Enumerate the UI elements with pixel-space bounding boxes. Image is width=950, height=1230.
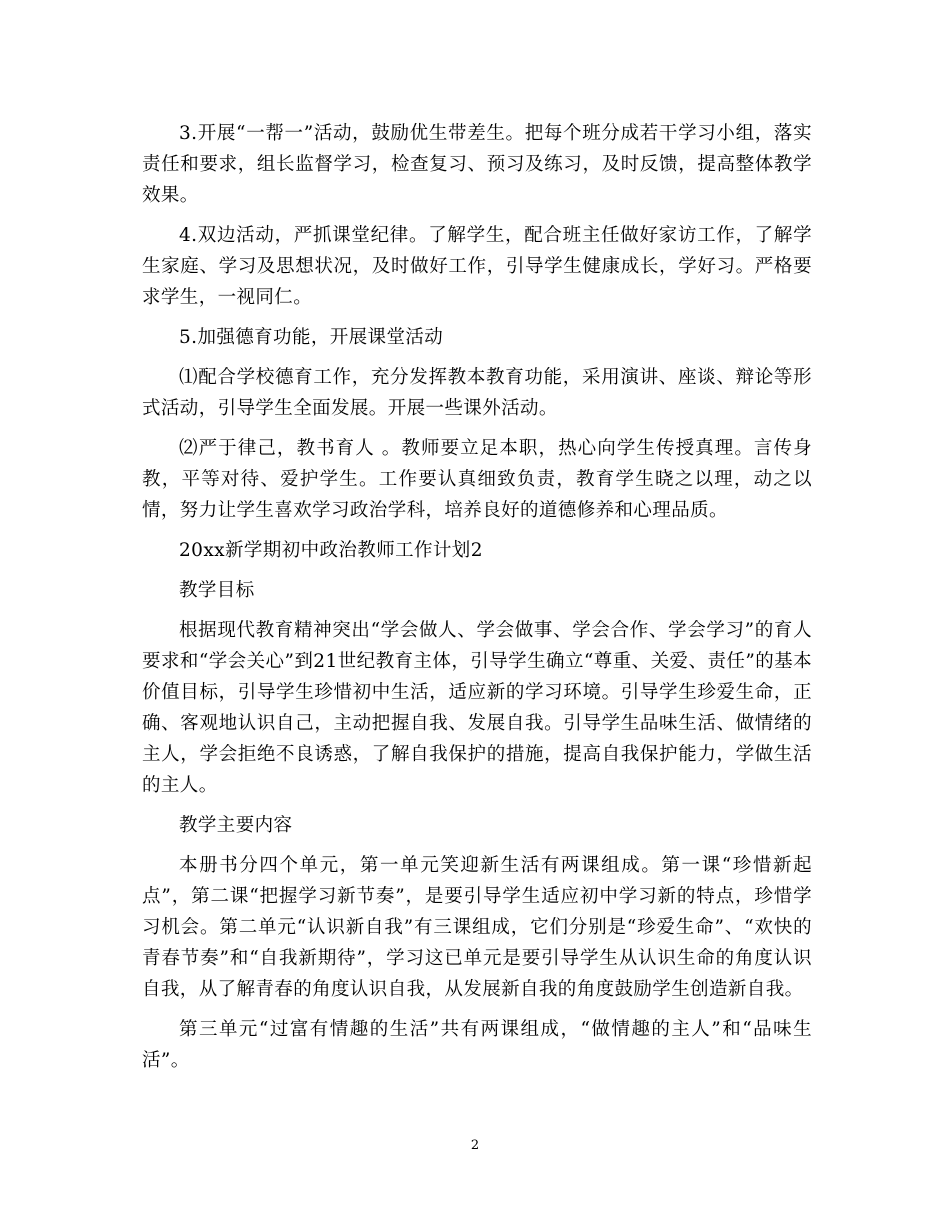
- heading-main-content: 教学主要内容: [179, 815, 293, 836]
- paragraph-teaching-goals: 根据现代教育精神突出“学会做人、学会做事、学会合作、学会学习”的育人要求和“学会关心”到21世纪教育主体，引导学生确立“尊重、关爱、责任”的基本价值目标，引导学生珍惜初中生活，适应新的学习环境。引导学生珍爱生命，正确、客观地认识自己，主动把握自我、发展自我。引导学生品味生活、做情绪的主人，学会拒绝不良诱惑，了解自我保护的措施，提高自我保护能力，学做生活的主人。: [142, 620, 812, 796]
- heading-teaching-goals: 教学目标: [179, 580, 255, 601]
- paragraph-moral-education-heading: 5.加强德育功能，开展课堂活动: [179, 327, 444, 348]
- section-title-plan-2: 20xx新学期初中政治教师工作计划2: [179, 540, 483, 561]
- paragraph-help-activity: 3.开展“一帮一”活动，鼓励优生带差生。把每个班分成若干学习小组，落实责任和要求，组长监督学习，检查复习、预习及练习，及时反馈，提高整体教学效果。: [142, 123, 812, 206]
- paragraph-classroom-discipline: 4.双边活动，严抓课堂纪律。了解学生，配合班主任做好家访工作，了解学生家庭、学习及思想状况，及时做好工作，引导学生健康成长，学好习。严格要求学生，一视同仁。: [142, 225, 812, 308]
- document-body: [142, 118, 812, 1085]
- page-number: 2: [470, 1138, 480, 1153]
- paragraph-unit-three: 第三单元“过富有情趣的生活”共有两课组成，“做情趣的主人”和“品味生活”。: [142, 1019, 812, 1071]
- paragraph-moral-item-1: ⑴配合学校德育工作，充分发挥教本教育功能，采用演讲、座谈、辩论等形式活动，引导学生全面发展。开展一些课外活动。: [142, 367, 812, 419]
- paragraph-moral-item-2: ⑵严于律己，教书育人 。教师要立足本职，热心向学生传授真理。言传身教，平等对待、爱护学生。工作要认真细致负责，教育学生晓之以理，动之以情，努力让学生喜欢学习政治学科，培养良好的道德修养和心理品质。: [142, 438, 812, 521]
- paragraph-units-overview: 本册书分四个单元，第一单元笑迎新生活有两课组成。第一课“珍惜新起点”，第二课“把握学习新节奏”，是要引导学生适应初中学习新的特点，珍惜学习机会。第二单元“认识新自我”有三课组成，它们分别是“珍爱生命”、“欢快的青春节奏”和“自我新期待”，学习这已单元是要引导学生从认识生命的角度认识自我，从了解青春的角度认识自我，从发展新自我的角度鼓励学生创造新自我。: [142, 855, 812, 1000]
